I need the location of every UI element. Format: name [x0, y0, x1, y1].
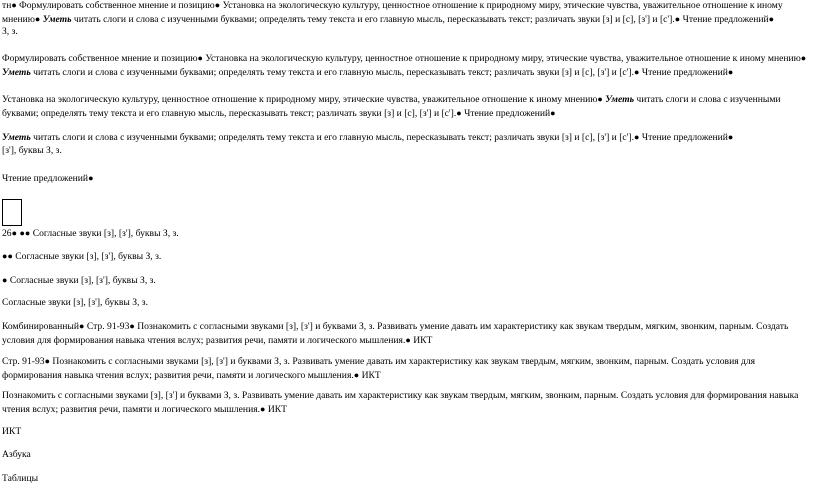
bullet-icon: ● — [2, 275, 8, 285]
text-fragment: Формулировать собственное мнение и позицию — [19, 0, 215, 11]
emphasis-text: Уметь — [2, 66, 31, 78]
text-fragment: Установка на экологическую культуру, ценностное отношение к природному миру, этические чувства, уважительное отношение к иному мнению — [2, 94, 598, 105]
bullet-icon: ● — [88, 173, 94, 183]
text-fragment: [з'], буквы З, з. — [2, 144, 62, 156]
paragraph-15 — [2, 473, 812, 486]
text-fragment: тн — [2, 0, 12, 11]
text-fragment: Согласные звуки [з], [з'], буквы З, з. — [2, 297, 148, 308]
text-fragment: Познакомить с согласными звуками [з], [з'] и буквами З, з. Развивать умение давать им характеристику как звукам твердым, мягким, звонким, парным. Создать условия для формирования навыка чтения вслух; развития речи, памяти и логического мышления. — [2, 356, 756, 381]
text-fragment: ИКТ — [267, 403, 288, 415]
paragraph-14 — [2, 449, 812, 462]
bullet-icon: ● — [727, 132, 734, 142]
paragraph-3 — [2, 93, 812, 120]
paragraph-4 — [2, 131, 812, 157]
text-fragment: Чтение предложений — [682, 13, 769, 25]
bullet-icon: ● — [44, 356, 50, 366]
bullet-icon: ● — [727, 66, 734, 77]
text-fragment: Формулировать собственное мнение и позицию — [2, 53, 198, 64]
text-fragment: ИКТ — [361, 369, 381, 381]
bullet-icon: ● — [11, 0, 17, 10]
text-fragment: Чтение предложений — [2, 173, 89, 184]
bullet-icon: ● — [633, 66, 640, 77]
bullet-icon: ● — [456, 107, 462, 118]
bullet-icon: ● — [129, 321, 135, 331]
bullet-icon: ● — [24, 228, 31, 238]
row-number: 26 — [2, 228, 12, 239]
bullet-icon: ● — [7, 251, 13, 261]
bullet-icon: ● — [19, 228, 25, 238]
text-fragment: Стр. 91-93 — [2, 356, 45, 367]
text-fragment: Установка на экологическую культуру, ценностное отношение к природному миру, этические чувства, уважительное отношение к иному мнению — [205, 53, 801, 64]
text-fragment: Чтение предложений — [464, 107, 551, 119]
text-fragment: читать слоги и слова с изученными буквами; определять тему текста и его главную мысль, пересказывать текст; различать звуки [з] и [с], [з'] и [с']. — [33, 66, 634, 78]
text-fragment: Познакомить с согласными звуками [з], [з'] и буквами З, з. Развивать умение давать им характеристику как звукам твердым, мягким, звонким, парным. Создать условия для формирования навыка чтения вслух; развития речи, памяти и логического мышления. — [2, 390, 799, 415]
bullet-icon: ● — [34, 13, 41, 24]
bullet-icon: ● — [79, 321, 85, 331]
bullet-icon: ● — [197, 53, 203, 63]
bullet-icon: ● — [800, 53, 807, 63]
bullet-icon: ● — [674, 13, 681, 24]
emphasis-text: Уметь — [2, 132, 31, 143]
text-fragment: З, з. — [2, 26, 18, 38]
paragraph-7 — [2, 250, 812, 264]
emphasis-text: Уметь — [605, 94, 634, 105]
paragraph-5 — [2, 172, 812, 186]
bullet-icon: ● — [633, 132, 640, 142]
bullet-icon: ● — [214, 0, 221, 10]
text-fragment: Согласные звуки [з], [з'], буквы З, з. — [15, 251, 162, 262]
paragraph-10 — [2, 320, 812, 347]
text-fragment: читать слоги и слова с изученными буквами; определять тему текста и его главную мысль, пересказывать текст; различать звуки [з] и [с], [з'] и [с']. — [73, 13, 675, 25]
paragraph-2 — [2, 52, 812, 79]
text-fragment: Таблицы — [2, 473, 39, 484]
text-fragment: Стр. 91-93 — [86, 321, 130, 332]
paragraph-9 — [2, 297, 812, 310]
text-fragment: Чтение предложений — [641, 66, 728, 78]
paragraph-1 — [2, 0, 812, 39]
bullet-icon: ● — [550, 107, 556, 118]
bullet-icon: ● — [11, 228, 18, 238]
text-fragment: читать слоги и слова с изученными буквами; определять тему текста и его главную мысль, пересказывать текст; различать звуки [з] и [с], [з'] и [с']. — [33, 132, 634, 143]
paragraph-11 — [2, 355, 812, 382]
paragraph-6 — [2, 227, 812, 241]
paragraph-13 — [2, 426, 812, 439]
text-fragment: Согласные звуки [з], [з'], буквы З, з. — [9, 275, 156, 286]
text-fragment: ИКТ — [2, 426, 22, 437]
empty-box — [2, 199, 22, 226]
text-fragment: Чтение предложений — [641, 132, 728, 143]
paragraph-12 — [2, 390, 812, 416]
text-fragment: читать слоги и слова с изученными буквами; определять тему текста и его главную мысль, пересказывать текст; различать звуки [з] и [с], [з'] и [с']. — [2, 94, 781, 119]
text-fragment: Познакомить с согласными звуками [з], [з'] и буквами З, з. Развивать умение давать им характеристику как звукам твердым, мягким, звонким, парным. Создать условия для формирования навыка чтения вслух; развития речи, памяти и логического мышления. — [2, 321, 789, 346]
text-fragment: Комбинированный — [2, 321, 79, 332]
bullet-icon: ● — [405, 334, 411, 345]
text-fragment: ИКТ — [413, 334, 433, 346]
emphasis-text: Уметь — [42, 13, 72, 25]
bullet-icon: ● — [353, 369, 360, 380]
text-fragment: Согласные звуки [з], [з'], буквы З, з. — [32, 228, 179, 239]
text-fragment: Установка на экологическую культуру, ценностное отношение к природному миру, этические чувства, уважительное отношение к иному мнению — [2, 0, 783, 25]
bullet-icon: ● — [260, 403, 266, 414]
paragraph-8 — [2, 274, 812, 288]
text-fragment: Азбука — [2, 449, 31, 460]
bullet-icon: ● — [768, 13, 775, 24]
bullet-icon: ● — [597, 94, 603, 104]
bullet-icon: ● — [2, 251, 8, 261]
